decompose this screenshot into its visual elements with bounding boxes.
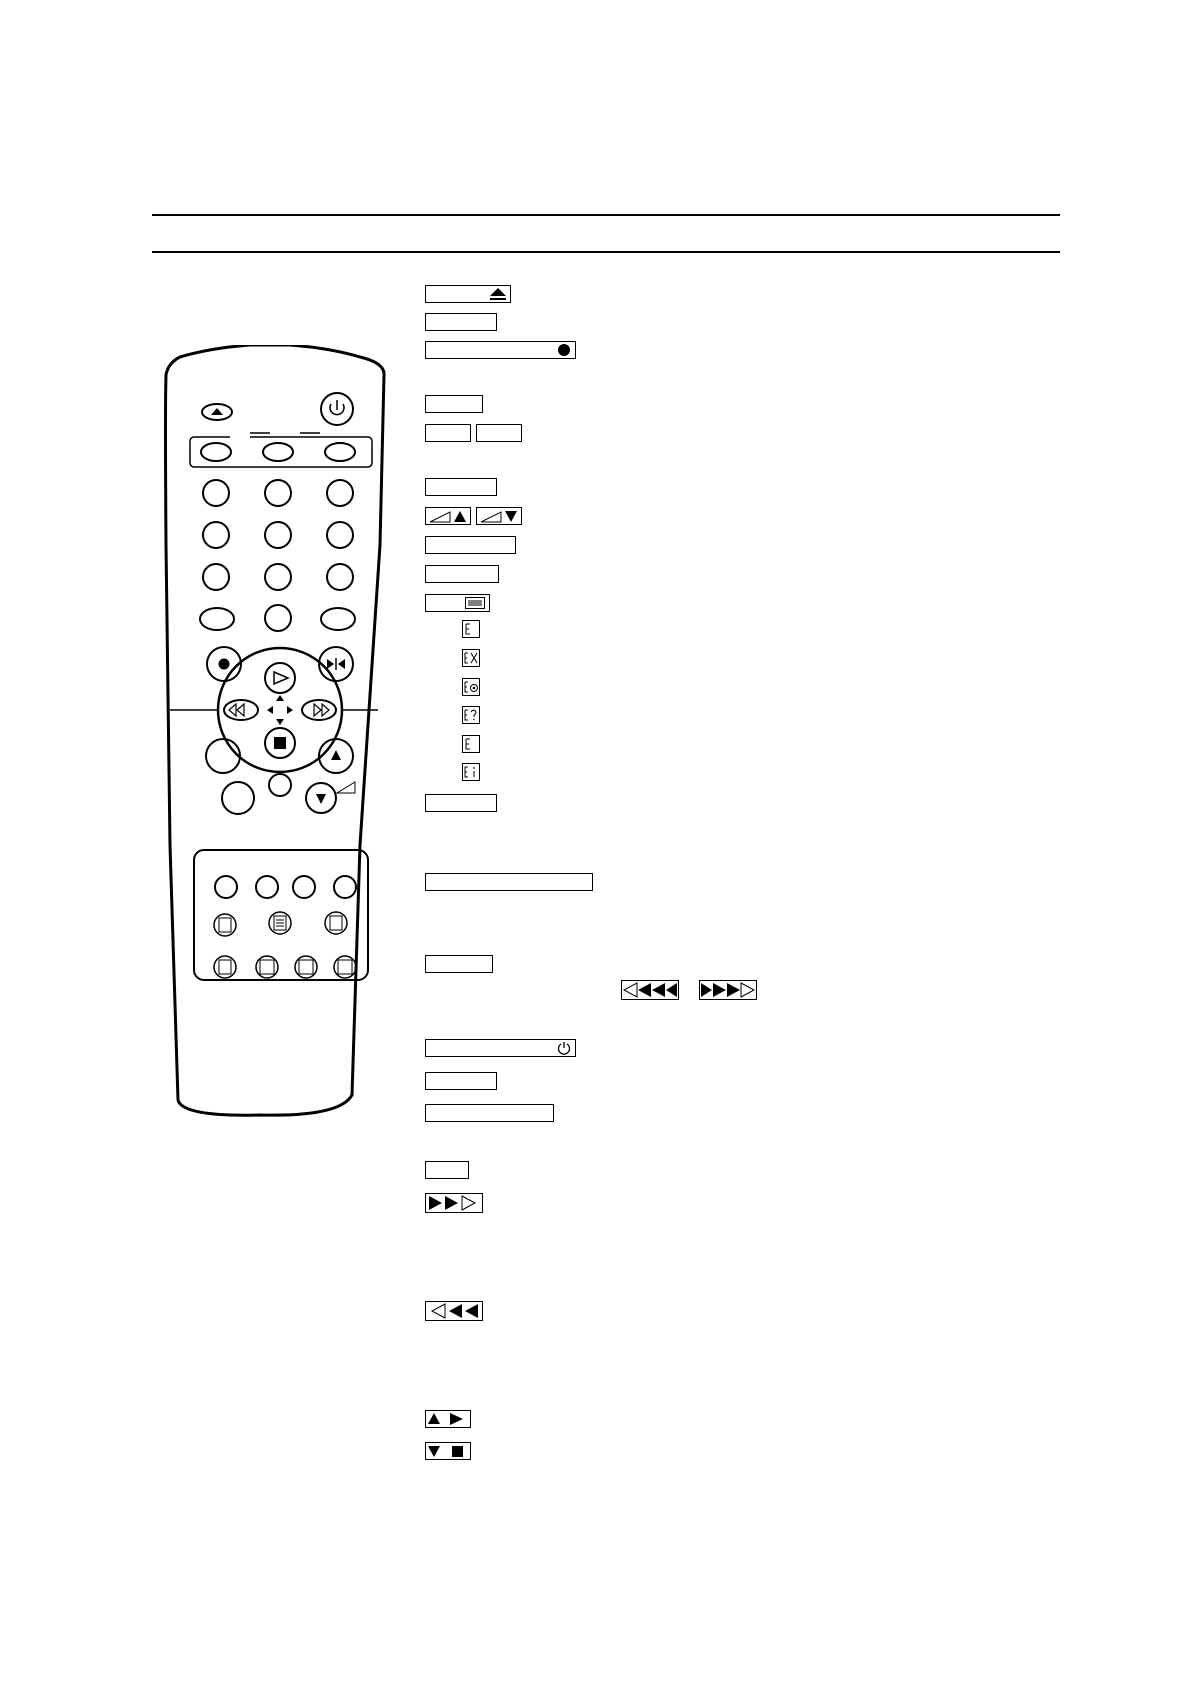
teletext-key bbox=[425, 594, 490, 612]
eject-icon bbox=[490, 288, 506, 300]
remote-play-button bbox=[265, 663, 295, 693]
blank-key-8 bbox=[425, 873, 593, 891]
volume-down-icon bbox=[479, 509, 517, 523]
standby-icon bbox=[557, 1041, 571, 1055]
down-stop-key bbox=[425, 1442, 471, 1460]
volume-up-icon bbox=[428, 509, 466, 523]
teletext-question-icon bbox=[462, 706, 480, 724]
blank-key-7 bbox=[425, 794, 497, 812]
teletext-icon bbox=[465, 597, 485, 609]
blank-key-2 bbox=[425, 395, 483, 413]
eject-key bbox=[425, 285, 511, 303]
standby-key bbox=[425, 1039, 576, 1057]
remote-forward-button bbox=[302, 700, 336, 720]
top-rule bbox=[152, 214, 1060, 216]
rewind-key bbox=[425, 1301, 483, 1321]
blank-key-6 bbox=[425, 565, 499, 583]
inline-rewind-icon bbox=[621, 980, 679, 1000]
remote-control bbox=[160, 345, 400, 1121]
teletext-cancel-icon bbox=[462, 649, 480, 667]
blank-key-12 bbox=[425, 1161, 469, 1179]
blank-key-3a bbox=[425, 424, 471, 442]
volume-up-key bbox=[425, 507, 471, 525]
record-icon bbox=[557, 343, 571, 357]
blank-key-5 bbox=[425, 536, 516, 554]
record-key bbox=[425, 341, 576, 359]
teletext-info-icon bbox=[462, 763, 480, 781]
blank-key-9 bbox=[425, 955, 493, 973]
blank-key-11 bbox=[425, 1104, 554, 1122]
teletext-page-icon bbox=[462, 620, 480, 638]
forward-key bbox=[425, 1193, 483, 1213]
blank-key-4 bbox=[425, 478, 497, 496]
teletext-reveal-icon bbox=[462, 678, 480, 696]
inline-forward-icon bbox=[699, 980, 757, 1000]
up-play-key bbox=[425, 1410, 471, 1428]
teletext-page-icon-2 bbox=[462, 735, 480, 753]
blank-key-10 bbox=[425, 1072, 497, 1090]
volume-down-key bbox=[476, 507, 522, 525]
blank-key-3b bbox=[476, 424, 522, 442]
header-rule bbox=[152, 251, 1060, 253]
blank-key-1 bbox=[425, 313, 497, 331]
